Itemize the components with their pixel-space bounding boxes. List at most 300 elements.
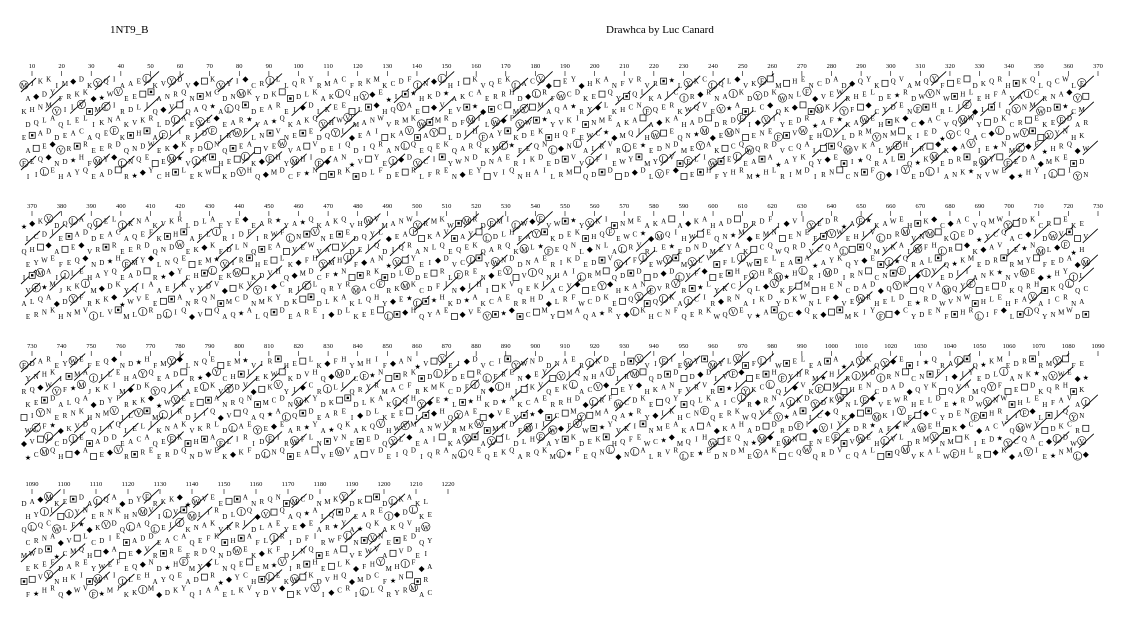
residue-letter: V [759,409,765,418]
glycine-diamond [861,258,867,264]
threonine-square [796,283,802,289]
residue-letter: R [169,547,174,556]
tick-label: 370 [27,203,37,210]
proline-star: ★ [857,156,864,165]
residue-letter: I [363,144,366,153]
residue-letter: R [152,500,158,508]
residue-letter: I [789,170,792,179]
proline-star: ★ [1082,373,1089,382]
residue-letter: Y [939,414,945,422]
residue-letter: Q [58,591,64,599]
residue-letter: V [111,407,117,416]
residue-letter: W [365,547,372,556]
proline-star: ★ [570,216,577,225]
residue-letter: M [566,308,573,317]
residue-letter: H [382,108,388,116]
residue-letter: M [373,75,380,84]
residue-letter: Y [181,584,187,593]
residue-letter: N [230,92,236,101]
residue-letter: V [656,170,662,179]
residue-letter: V [1013,271,1019,280]
residue-letter: Y [911,313,917,321]
residue-letter: V [997,241,1003,250]
residue-letter: L [362,588,367,597]
glycine-diamond [648,236,654,242]
threonine-square [21,415,27,421]
residue-letter: E [300,243,305,252]
residue-letter: K [784,105,790,114]
residue-letter: C [730,282,736,291]
residue-letter: Q [320,287,326,295]
residue-letter: N [1050,92,1056,101]
residue-letter: V [1058,230,1064,239]
residue-letter: F [993,308,998,317]
residue-letter: R [206,422,211,431]
residue-letter: M [78,381,85,390]
residue-letter: Q [259,411,265,420]
tick-label: 420 [175,203,185,210]
residue-letter: D [148,532,154,541]
residue-letter: R [956,155,962,164]
residue-letter: C [1067,420,1072,429]
residue-letter: I [486,287,489,295]
residue-letter: Q [562,243,568,252]
residue-letter: N [398,573,404,582]
residue-letter: V [718,105,724,114]
residue-letter: F [936,368,941,377]
residue-letter: A [386,147,392,155]
glycine-diamond [1025,144,1031,150]
residue-letter: L [153,526,158,534]
residue-letter: V [948,297,954,306]
residue-letter: A [849,359,855,368]
residue-letter: K [382,414,388,422]
residue-letter: F [895,142,900,151]
serine-dot [888,453,890,455]
tick-label: 140 [412,63,422,70]
residue-letter: N [529,357,535,366]
residue-letter: E [91,513,96,521]
residue-letter: Q [132,232,138,241]
residue-letter: K [33,562,39,571]
residue-letter: D [1046,105,1052,114]
residue-letter: W [836,228,844,237]
residue-letter: E [185,552,191,560]
residue-letter: L [993,370,998,379]
residue-letter: K [1042,121,1048,129]
residue-letter: D [382,500,388,508]
residue-letter: K [845,121,851,129]
residue-letter: N [480,388,486,396]
residue-letter: Q [169,573,175,582]
residue-letter: I [277,433,280,442]
residue-letter: M [521,245,528,254]
residue-letter: N [164,258,170,267]
residue-letter: I [297,284,300,293]
tick-label: 210 [619,63,630,70]
residue-letter: N [816,437,822,446]
residue-letter: R [33,310,39,319]
residue-letter: D [652,271,658,280]
residue-letter: D [804,394,810,403]
residue-letter: D [78,75,84,84]
residue-letter: Q [751,411,757,420]
glycine-diamond [697,92,703,98]
residue-letter: D [804,166,810,175]
residue-letter: V [615,427,621,435]
residue-letter: K [439,215,445,224]
residue-letter: D [620,359,626,368]
residue-letter: A [480,440,486,448]
residue-letter: F [337,534,342,543]
residue-letter: M [492,424,499,433]
residue-letter: Q [91,427,97,435]
residue-letter: K [267,295,273,304]
residue-letter: Q [517,287,523,295]
residue-letter: F [489,219,494,228]
residue-letter: V [144,545,150,554]
threonine-square [468,371,474,377]
residue-letter: Q [484,453,490,461]
residue-letter: M [832,381,839,390]
residue-letter: I [801,215,805,224]
residue-letter: F [456,271,461,280]
residue-letter: Y [554,437,560,446]
residue-letter: Y [816,157,822,166]
residue-letter: K [669,407,675,416]
residue-letter: A [361,284,367,293]
residue-letter: Q [341,571,347,580]
proline-star: ★ [443,89,450,98]
residue-letter: V [214,280,220,289]
residue-letter: I [149,420,153,429]
residue-letter: A [423,131,429,140]
residue-letter: M [188,513,196,521]
residue-letter: W [1082,144,1090,153]
residue-letter: R [1009,261,1015,269]
residue-letter: A [972,134,978,142]
residue-letter: H [611,440,617,448]
residue-letter: A [54,248,60,256]
residue-letter: F [255,539,260,547]
residue-letter: E [690,310,695,319]
residue-letter: A [50,532,56,541]
proline-star: ★ [1062,102,1069,111]
residue-letter: E [157,453,162,461]
residue-letter: K [665,116,671,125]
residue-letter: R [136,243,142,252]
glycine-diamond [989,131,995,137]
residue-letter: R [550,261,556,269]
residue-letter: K [759,295,765,304]
residue-letter: D [771,140,777,149]
residue-letter: E [50,166,55,175]
residue-letter: D [316,578,322,586]
tick-label: 100 [293,63,304,70]
residue-letter: A [833,75,839,84]
residue-letter: D [136,269,142,278]
residue-letter: E [940,274,945,282]
residue-letter: K [484,401,490,409]
residue-letter: E [62,497,68,506]
residue-letter: D [1058,256,1064,265]
residue-letter: W [799,127,807,136]
residue-letter: I [256,235,259,243]
residue-letter: A [205,586,211,595]
residue-letter: H [365,357,371,366]
residue-letter: K [181,140,187,149]
residue-letter: I [588,359,591,368]
residue-letter: Y [665,256,671,265]
residue-letter: D [345,506,351,515]
residue-letter: K [328,398,334,407]
glycine-diamond [488,413,494,419]
residue-letter: Q [222,147,228,155]
residue-letter: M [147,584,155,593]
residue-letter: I [732,90,735,99]
residue-letter: I [637,127,641,136]
tick-label: 860 [412,343,422,350]
residue-letter: F [153,362,158,370]
threonine-square [615,174,621,180]
residue-letter: M [631,370,638,379]
glycine-diamond [952,374,958,380]
residue-letter: V [374,215,380,224]
proline-star: ★ [754,171,761,180]
residue-letter: D [296,536,302,545]
residue-letter: F [575,446,580,455]
residue-letter: V [263,510,269,519]
residue-letter: I [965,267,969,276]
threonine-square [984,451,990,457]
residue-letter: Q [574,368,580,377]
residue-letter: E [198,258,203,267]
residue-letter: D [759,217,765,226]
residue-letter: R [304,308,310,317]
residue-letter: K [99,118,105,127]
residue-letter: A [644,222,650,230]
residue-letter: A [615,121,621,129]
residue-letter: I [293,385,296,394]
proline-star: ★ [750,438,757,447]
residue-letter: H [960,308,966,317]
residue-letter: C [33,450,39,459]
residue-letter: N [132,510,138,519]
residue-letter: Q [628,129,634,138]
residue-letter: W [746,147,753,155]
residue-letter: D [230,170,236,179]
residue-letter: E [526,284,531,293]
residue-letter: N [907,108,913,116]
residue-letter: W [205,448,212,457]
residue-letter: H [525,170,531,179]
residue-letter: Q [33,118,39,127]
residue-letter: F [444,368,449,377]
serine-dot [474,436,476,438]
residue-letter: M [1017,424,1024,433]
residue-letter: V [636,241,642,250]
residue-letter: F [116,558,121,567]
residue-letter: V [54,108,60,116]
residue-letter: V [201,495,207,504]
glycine-diamond [833,294,839,300]
residue-letter: N [796,230,802,239]
residue-letter: N [722,232,728,241]
residue-letter: E [189,173,195,181]
residue-letter: I [916,359,919,368]
residue-letter: E [718,411,724,420]
residue-letter: H [275,267,281,276]
threonine-square [439,434,445,440]
residue-letter: L [468,282,473,291]
glycine-diamond [574,281,580,287]
residue-letter: A [46,293,52,302]
residue-letter: D [242,293,248,302]
residue-letter: Y [1025,256,1031,265]
residue-letter: E [472,407,478,416]
residue-letter: M [726,129,733,138]
residue-letter: F [632,256,637,265]
residue-letter: C [185,274,191,282]
residue-letter: E [591,284,596,293]
residue-letter: H [644,134,650,142]
residue-letter: D [128,359,134,368]
residue-letter: D [443,254,449,263]
residue-letter: V [1021,129,1027,138]
residue-letter: L [591,398,596,407]
residue-letter: L [280,254,285,263]
residue-letter: A [767,153,773,162]
residue-letter: E [763,256,769,265]
residue-letter: K [714,147,720,155]
residue-letter: W [393,424,401,433]
residue-letter: L [800,267,806,276]
residue-letter: M [812,375,819,383]
residue-letter: K [197,170,203,179]
tick-label: 270 [797,63,807,70]
residue-letter: C [497,103,502,112]
residue-letter: R [972,160,978,168]
threonine-square [365,156,371,162]
residue-letter: R [919,144,925,153]
residue-letter: A [312,506,318,515]
residue-letter: V [747,313,753,321]
residue-letter: D [353,147,359,155]
residue-letter: D [279,306,285,315]
residue-letter: W [1025,422,1032,431]
residue-letter: A [382,526,388,534]
residue-letter: K [70,573,76,582]
residue-letter: Q [755,144,761,153]
residue-letter: I [141,308,144,317]
residue-letter: D [513,440,519,448]
residue-letter: F [825,295,830,304]
residue-letter: A [78,215,84,224]
residue-letter: D [308,493,314,502]
residue-letter: I [1068,166,1071,175]
glycine-diamond [755,400,761,406]
glycine-diamond [255,514,261,520]
residue-letter: D [636,267,642,276]
residue-letter: W [885,144,893,153]
residue-letter: Q [989,77,995,86]
residue-letter: N [976,173,982,181]
residue-letter: V [615,261,621,269]
residue-letter: L [977,313,982,321]
residue-letter: E [612,362,617,370]
residue-letter: F [817,385,822,394]
residue-letter: D [1013,359,1019,368]
serine-dot [785,362,787,364]
residue-letter: V [558,372,564,381]
residue-letter: M [463,217,470,226]
residue-letter: R [99,510,105,519]
proline-star: ★ [840,363,848,371]
residue-letter: M [94,105,101,114]
residue-letter: R [644,248,650,256]
glycine-diamond [538,408,544,414]
residue-letter: E [132,92,137,101]
proline-star: ★ [1070,249,1077,257]
serine-dot [966,358,968,360]
threonine-square [976,288,982,294]
residue-letter: D [882,385,888,394]
residue-letter: L [362,398,367,407]
residue-letter: A [882,157,888,166]
residue-letter: K [989,357,995,366]
residue-letter: W [205,168,212,177]
tick-label: 480 [352,203,363,210]
residue-letter: V [25,287,31,295]
residue-letter: Q [173,256,179,265]
residue-letter: E [632,142,637,151]
glycine-diamond [214,115,220,121]
residue-letter: N [685,131,691,140]
serine-dot [773,309,775,311]
residue-letter: C [845,453,851,461]
residue-letter: A [488,131,494,140]
threonine-square [205,309,211,315]
threonine-square [718,438,724,444]
residue-letter: F [296,170,301,179]
residue-letter: D [624,170,630,179]
residue-letter: L [358,105,363,114]
serine-dot [429,121,431,123]
residue-letter: Y [136,495,142,504]
tick-label: 940 [648,343,659,350]
residue-letter: I [350,414,354,422]
residue-letter: K [595,77,601,86]
residue-letter: L [911,147,916,155]
serine-dot [125,541,127,543]
residue-letter: F [218,440,223,448]
residue-letter: D [730,448,736,457]
residue-letter: A [763,308,769,317]
residue-letter: C [554,411,560,420]
serine-dot [224,541,226,543]
residue-letter: E [136,573,141,582]
residue-letter: K [427,92,433,101]
residue-letter: I [309,153,313,162]
residue-letter: D [50,394,56,403]
residue-letter: R [726,409,732,418]
serine-dot [929,373,931,375]
residue-letter: R [407,241,412,250]
residue-letter: L [210,267,215,276]
residue-letter: I [543,166,546,175]
residue-letter: D [58,565,64,573]
residue-letter: W [307,241,315,250]
